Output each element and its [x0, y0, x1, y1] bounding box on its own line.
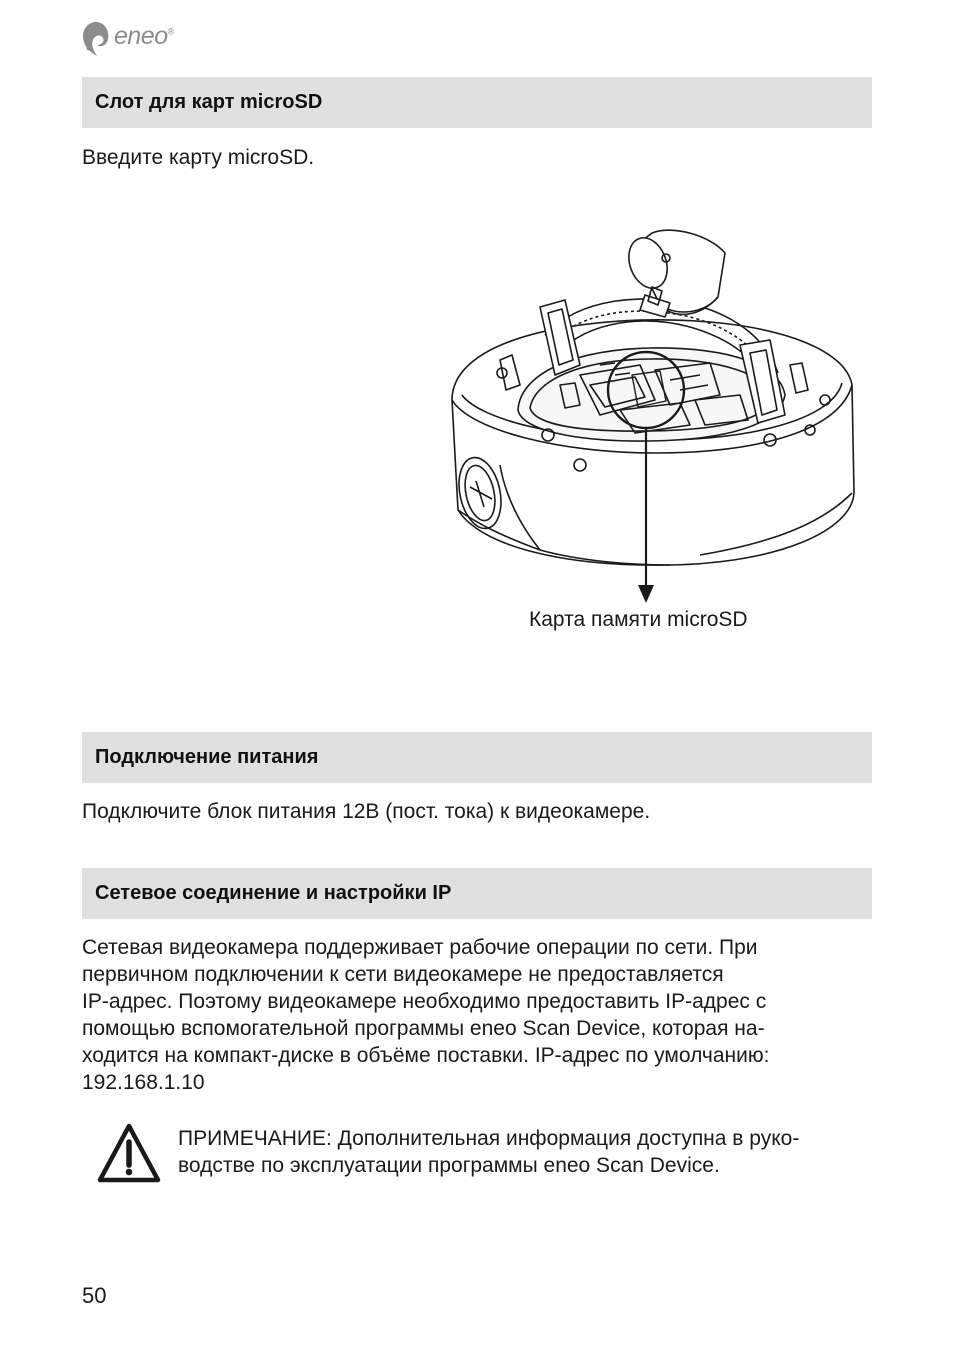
section-header-network	[82, 868, 872, 919]
paragraph-line: 192.168.1.10	[82, 1071, 205, 1094]
section-header-power	[82, 732, 872, 783]
warning-triangle-icon	[96, 1122, 162, 1184]
section-title: Сетевое соединение и настройки IP	[95, 882, 452, 904]
section-title: Подключение питания	[95, 746, 319, 768]
section-title: Слот для карт microSD	[95, 91, 323, 113]
note-text	[178, 1125, 799, 1179]
paragraph-line: IP-адрес. Поэтому видеокамере необходимо предоставить IP-адрес с	[82, 990, 767, 1013]
power-instruction: Подключите блок питания 12В (пост. тока) к видеокамере.	[82, 800, 651, 823]
dome-camera-illustration	[440, 225, 870, 610]
paragraph-line: ходится на компакт-диске в объёме поставки. IP-адрес по умолчанию:	[82, 1044, 770, 1067]
note-line: ПРИМЕЧАНИЕ: Дополнительная информация доступна в руко-	[178, 1127, 800, 1150]
network-description	[82, 934, 862, 1096]
paragraph-line: первичном подключении к сети видеокамере не предоставляется	[82, 963, 724, 986]
paragraph-line: Сетевая видеокамера поддерживает рабочие операции по сети. При	[82, 936, 758, 959]
figure-caption: Карта памяти microSD	[529, 608, 748, 631]
note-line: водстве по эксплуатации программы eneo Scan Device.	[178, 1154, 720, 1177]
brand-wordmark: eneo®	[114, 22, 174, 50]
section-header-microsd	[82, 77, 872, 128]
paragraph-line: помощью вспомогательной программы eneo Scan Device, которая на-	[82, 1017, 765, 1040]
microsd-instruction: Введите карту microSD.	[82, 146, 315, 169]
page-number: 50	[82, 1283, 107, 1308]
